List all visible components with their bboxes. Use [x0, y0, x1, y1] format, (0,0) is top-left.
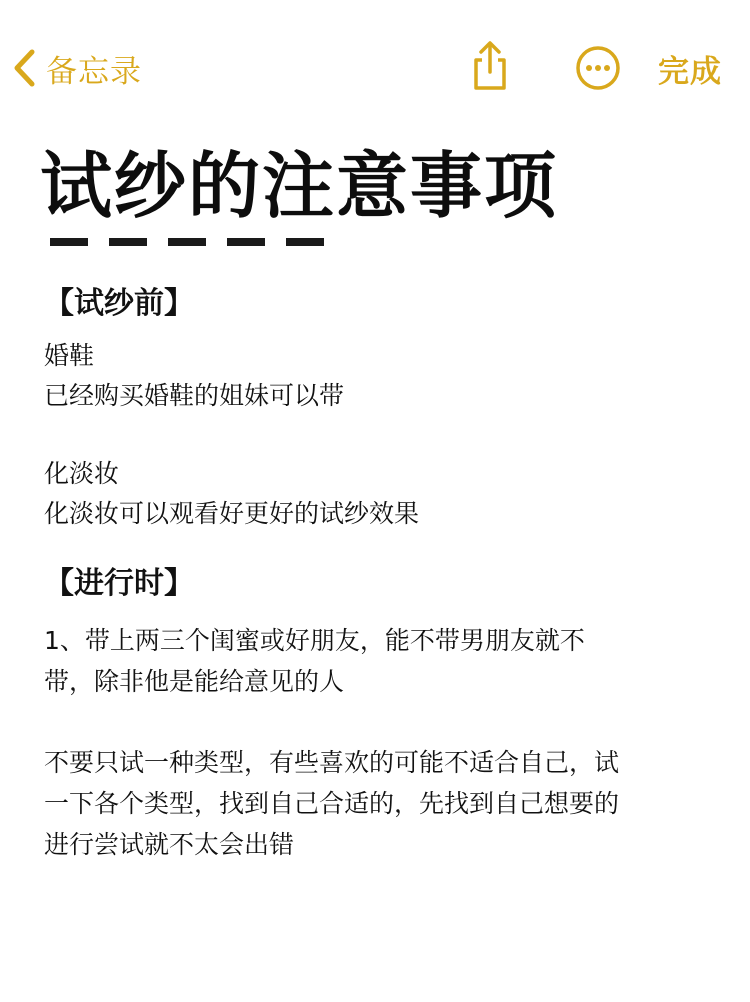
chevron-left-icon [12, 48, 38, 88]
paragraph-line: 带，除非他是能给意见的人 [44, 667, 345, 696]
ellipsis-circle-icon [574, 44, 622, 92]
divider-dash [109, 238, 147, 246]
paragraph-line: 1、带上两三个闺蜜或好朋友，能不带男朋友就不 [44, 626, 585, 655]
item-text-makeup: 化淡妆可以观看好更好的试纱效果 [44, 499, 420, 528]
share-button[interactable] [468, 40, 512, 92]
title-divider [50, 238, 345, 246]
paragraph-styles [44, 742, 724, 865]
section-heading-before: 【试纱前】 [44, 286, 194, 321]
share-icon [468, 40, 512, 92]
done-button[interactable]: 完成 [658, 54, 722, 90]
note-title: 试纱的注意事项 [40, 144, 559, 228]
divider-dash [50, 238, 88, 246]
paragraph-line: 不要只试一种类型，有些喜欢的可能不适合自己，试 [44, 748, 620, 777]
section-heading-during: 【进行时】 [44, 566, 194, 601]
divider-dash [286, 238, 324, 246]
divider-dash [227, 238, 265, 246]
paragraph-line: 进行尝试就不太会出错 [44, 830, 295, 859]
item-title-makeup: 化淡妆 [44, 459, 120, 488]
item-text-shoes: 已经购买婚鞋的姐妹可以带 [44, 381, 345, 410]
paragraph-friends [44, 620, 724, 702]
note-body[interactable] [44, 280, 724, 865]
paragraph-line: 一下各个类型，找到自己合适的，先找到自己想要的 [44, 789, 620, 818]
back-button-label: 备忘录 [46, 53, 142, 90]
divider-dash [168, 238, 206, 246]
navigation-bar [0, 0, 750, 135]
more-button[interactable] [574, 44, 622, 92]
back-button[interactable] [12, 44, 142, 92]
item-title-shoes: 婚鞋 [44, 341, 95, 370]
